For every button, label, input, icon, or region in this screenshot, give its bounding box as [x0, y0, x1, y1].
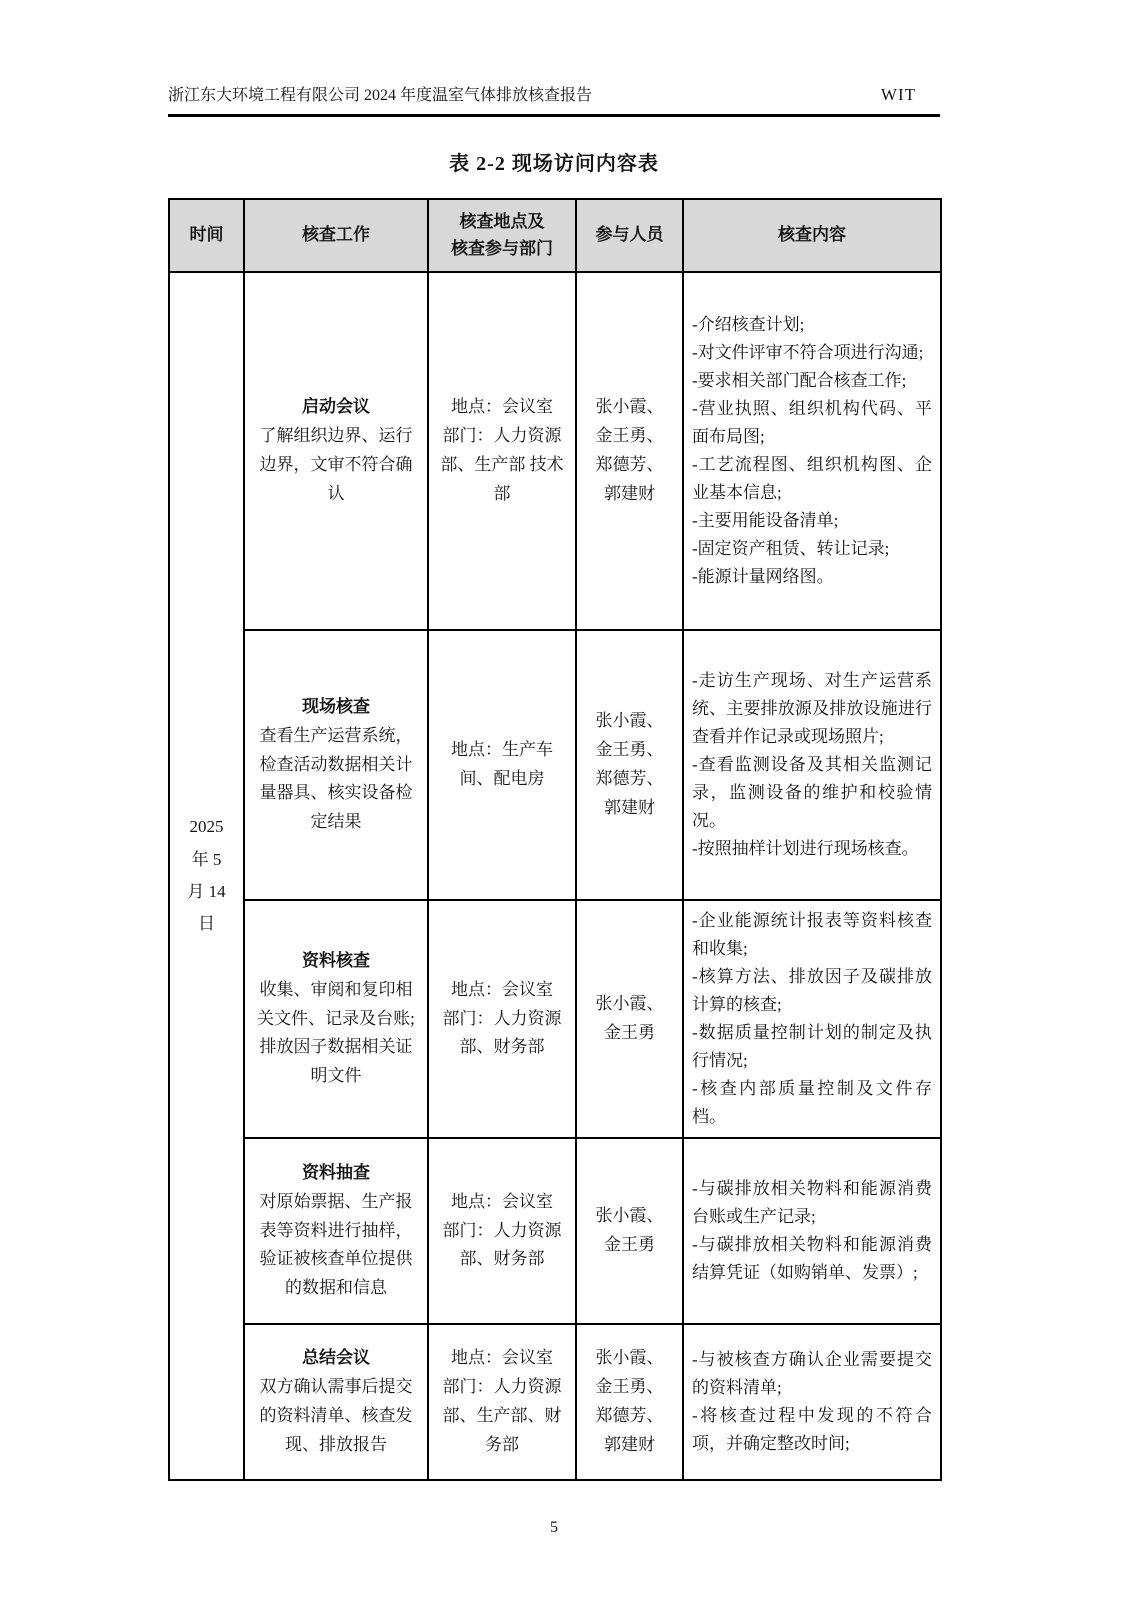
- column-header-2: 核查工作: [244, 199, 428, 272]
- column-header-5: 核查内容: [683, 199, 941, 272]
- column-header-3: 核查地点及 核查参与部门: [428, 199, 576, 272]
- place-line: 地点：生产车间、配电房: [451, 740, 553, 788]
- work-title: 资料核查: [302, 950, 370, 970]
- work-title: 现场核查: [302, 696, 370, 716]
- content-item: -固定资产租赁、转让记录;: [692, 539, 890, 559]
- column-header-4: 参与人员: [576, 199, 683, 272]
- work-desc: 收集、审阅和复印相关文件、记录及台账; 排放因子数据相关证明文件: [257, 979, 415, 1086]
- column-header-1: 时间: [169, 199, 244, 272]
- place-line: 地点：会议室: [451, 1348, 553, 1368]
- content-item: -要求相关部门配合核查工作;: [692, 370, 907, 390]
- participants-cell: 张小霞、 金王勇: [576, 1138, 683, 1324]
- content-item: -将核查过程中发现的不符合项，并确定整改时间;: [692, 1406, 932, 1454]
- content-cell: [683, 1324, 941, 1480]
- page-number: 5: [550, 1519, 558, 1536]
- page-header: [168, 0, 940, 105]
- work-title: 总结会议: [302, 1348, 370, 1368]
- content-cell: [683, 630, 941, 900]
- department-line: 部门：人力资源部、财务部: [442, 1220, 562, 1269]
- content-item: -数据质量控制计划的制定及执行情况;: [692, 1023, 932, 1071]
- place-line: 地点：会议室: [451, 1191, 553, 1211]
- content-item: -主要用能设备清单;: [692, 511, 839, 531]
- site-visit-table: [168, 198, 942, 1481]
- participants-cell: 张小霞、 金王勇、 郑德芳、 郭建财: [576, 630, 683, 900]
- content-cell: [683, 1138, 941, 1324]
- table-header-row: [169, 199, 941, 272]
- table-title: 表 2-2 现场访问内容表: [449, 153, 659, 175]
- work-desc: 了解组织边界、运行边界，文审不符合确认: [259, 426, 413, 503]
- work-title: 资料抽查: [302, 1162, 370, 1182]
- participants-cell: 张小霞、 金王勇、 郑德芳、 郭建财: [576, 272, 683, 630]
- content-item: -对文件评审不符合项进行沟通;: [692, 342, 924, 362]
- content-item: -与碳排放相关物料和能源消费台账或生产记录;: [692, 1178, 932, 1226]
- work-cell: [244, 900, 428, 1138]
- work-desc: 双方确认需事后提交的资料清单、核查发现、排放报告: [259, 1377, 413, 1454]
- content-item: -营业执照、组织机构代码、平面布局图;: [692, 398, 932, 446]
- department-line: 部门：人力资源部、生产部、财务部: [442, 1377, 562, 1454]
- work-cell: [244, 1324, 428, 1480]
- work-desc: 查看生产运营系统，检查活动数据相关计量器具、核实设备检定结果: [259, 725, 413, 832]
- place-line: 地点：会议室: [451, 397, 553, 417]
- header-logo-text: WIT: [880, 85, 916, 104]
- work-cell: [244, 272, 428, 630]
- place-line: 地点：会议室: [451, 979, 553, 999]
- time-cell: 2025 年 5 月 14 日: [169, 272, 244, 1480]
- content-item: -按照抽样计划进行现场核查。: [692, 839, 919, 859]
- participants-cell: 张小霞、 金王勇: [576, 900, 683, 1138]
- content-cell: [683, 900, 941, 1138]
- content-item: -查看监测设备及其相关监测记录，监测设备的维护和校验情况。: [692, 754, 932, 831]
- work-cell: [244, 630, 428, 900]
- location-cell: [428, 900, 576, 1138]
- location-cell: [428, 1324, 576, 1480]
- page-content: [168, 0, 940, 1537]
- table-row: [169, 272, 941, 630]
- content-item: -走访生产现场、对生产运营系统、主要排放源及排放设施进行查看并作记录或现场照片;: [692, 670, 932, 746]
- table-row: [169, 900, 941, 1138]
- content-item: -介绍核查计划;: [692, 314, 805, 334]
- work-title: 启动会议: [302, 397, 370, 417]
- content-item: -工艺流程图、组织机构图、企业基本信息;: [692, 455, 932, 503]
- table-row: [169, 1324, 941, 1480]
- header-report-title: 浙江东大环境工程有限公司 2024 年度温室气体排放核查报告: [168, 87, 593, 104]
- location-cell: [428, 630, 576, 900]
- participants-cell: 张小霞、 金王勇、 郑德芳、 郭建财: [576, 1324, 683, 1480]
- work-cell: [244, 1138, 428, 1324]
- location-cell: [428, 1138, 576, 1324]
- department-line: 部门：人力资源部、生产部 技术部: [440, 426, 564, 503]
- location-cell: [428, 272, 576, 630]
- header-divider: [168, 114, 940, 117]
- table-row: [169, 630, 941, 900]
- content-cell: [683, 272, 941, 630]
- table-row: [169, 1138, 941, 1324]
- content-item: -能源计量网络图。: [692, 567, 834, 587]
- content-item: -核查内部质量控制及文件存档。: [692, 1079, 932, 1127]
- content-item: -企业能源统计报表等资料核查和收集;: [692, 910, 932, 958]
- department-line: 部门：人力资源部、财务部: [442, 1008, 562, 1057]
- content-item: -与被核查方确认企业需要提交的资料清单;: [692, 1349, 932, 1397]
- content-item: -核算方法、排放因子及碳排放计算的核查;: [692, 966, 932, 1014]
- work-desc: 对原始票据、生产报表等资料进行抽样，验证被核查单位提供的数据和信息: [259, 1191, 413, 1298]
- content-item: -与碳排放相关物料和能源消费结算凭证（如购销单、发票）;: [692, 1235, 932, 1283]
